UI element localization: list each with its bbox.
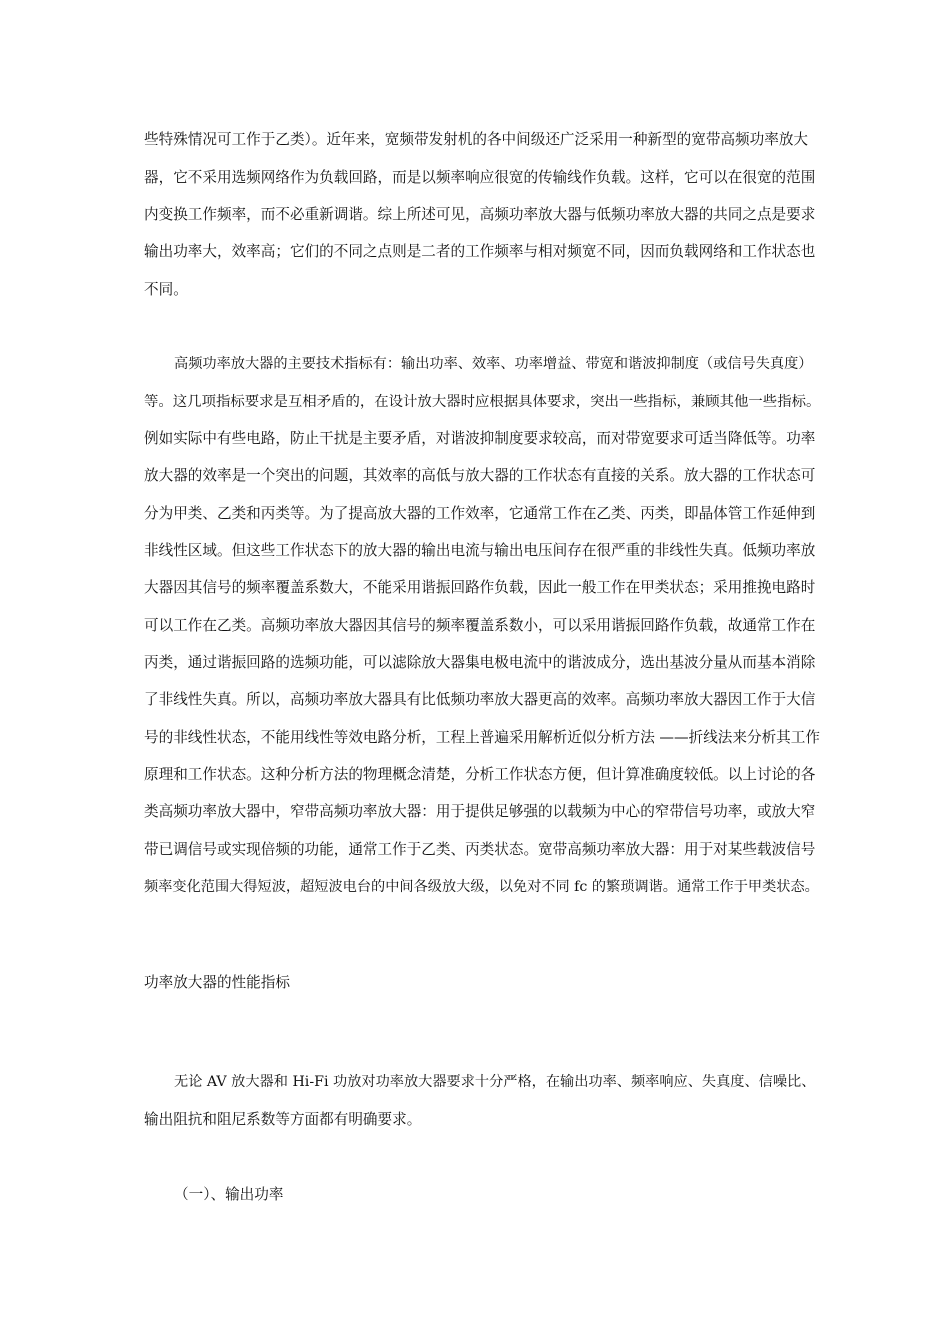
paragraph-2-line: 高频功率放大器的主要技术指标有：输出功率、效率、功率增益、带宽和谐波抑制度（或信号失真度） (174, 356, 813, 372)
subsection-heading: （一）、输出功率 (174, 1186, 284, 1203)
paragraph-2-line: 了非线性失真。所以，高频功率放大器具有比低频功率放大器更高的效率。高频功率放大器因工作于大信 (144, 691, 816, 708)
paragraph-2-line: 带已调信号或实现倍频的功能，通常工作于乙类、丙类状态。宽带高频功率放大器：用于对某些载波信号 (144, 841, 816, 858)
paragraph-1-line: 不同。 (144, 281, 188, 298)
paragraph-1-line: 器，它不采用选频网络作为负载回路，而是以频率响应很宽的传输线作负载。这样，它可以在很宽的范围 (144, 169, 816, 186)
section-heading: 功率放大器的性能指标 (144, 974, 290, 991)
paragraph-1-line: 些特殊情况可工作于乙类）。近年来，宽频带发射机的各中间级还广泛采用一种新型的宽带高频功率放大 (144, 131, 809, 148)
paragraph-2-line: 号的非线性状态，不能用线性等效电路分析，工程上普遍采用解析近似分析方法 ——折线法来分析其工作 (144, 729, 820, 746)
paragraph-2-line: 例如实际中有些电路，防止干扰是主要矛盾，对谐波抑制度要求较高，而对带宽要求可适当降低等。功率 (144, 430, 816, 447)
paragraph-2-line: 可以工作在乙类。高频功率放大器因其信号的频率覆盖系数小，可以采用谐振回路作负载，故通常工作在 (144, 617, 816, 634)
paragraph-2-line: 类高频功率放大器中，窄带高频功率放大器：用于提供足够强的以载频为中心的窄带信号功率，或放大窄 (144, 803, 816, 820)
paragraph-2-line: 大器因其信号的频率覆盖系数大，不能采用谐振回路作负载，因此一般工作在甲类状态；采用推挽电路时 (144, 579, 816, 596)
paragraph-2-line: 丙类，通过谐振回路的选频功能，可以滤除放大器集电极电流中的谐波成分，选出基波分量从而基本消除 (144, 654, 816, 671)
paragraph-2-line: 等。这几项指标要求是互相矛盾的，在设计放大器时应根据具体要求，突出一些指标，兼顾其他一些指标。 (144, 394, 821, 410)
paragraph-3-line: 输出阻抗和阻尼系数等方面都有明确要求。 (144, 1111, 422, 1128)
paragraph-2-line: 非线性区域。但这些工作状态下的放大器的输出电流与输出电压间存在很严重的非线性失真。低频功率放 (144, 542, 816, 559)
paragraph-1-line: 输出功率大，效率高；它们的不同之点则是二者的工作频率与相对频宽不同，因而负载网络和工作状态也 (144, 243, 816, 260)
paragraph-2-line: 分为甲类、乙类和丙类等。为了提高放大器的工作效率，它通常工作在乙类、丙类，即晶体管工作延伸到 (144, 505, 816, 522)
paragraph-3-line: 无论 AV 放大器和 Hi-Fi 功放对功率放大器要求十分严格，在输出功率、频率响应、失真度、信噪比、 (174, 1074, 816, 1090)
paragraph-2-line: 放大器的效率是一个突出的问题，其效率的高低与放大器的工作状态有直接的关系。放大器的工作状态可 (144, 467, 816, 484)
paragraph-2-line: 频率变化范围大得短波，超短波电台的中间各级放大级，以免对不同 fc 的繁琐调谐。通常工作于甲类状态。 (144, 879, 819, 895)
paragraph-1-line: 内变换工作频率，而不必重新调谐。综上所述可见，高频功率放大器与低频功率放大器的共同之点是要求 (144, 206, 816, 223)
paragraph-2-line: 原理和工作状态。这种分析方法的物理概念清楚，分析工作状态方便，但计算准确度较低。以上讨论的各 (144, 766, 816, 783)
